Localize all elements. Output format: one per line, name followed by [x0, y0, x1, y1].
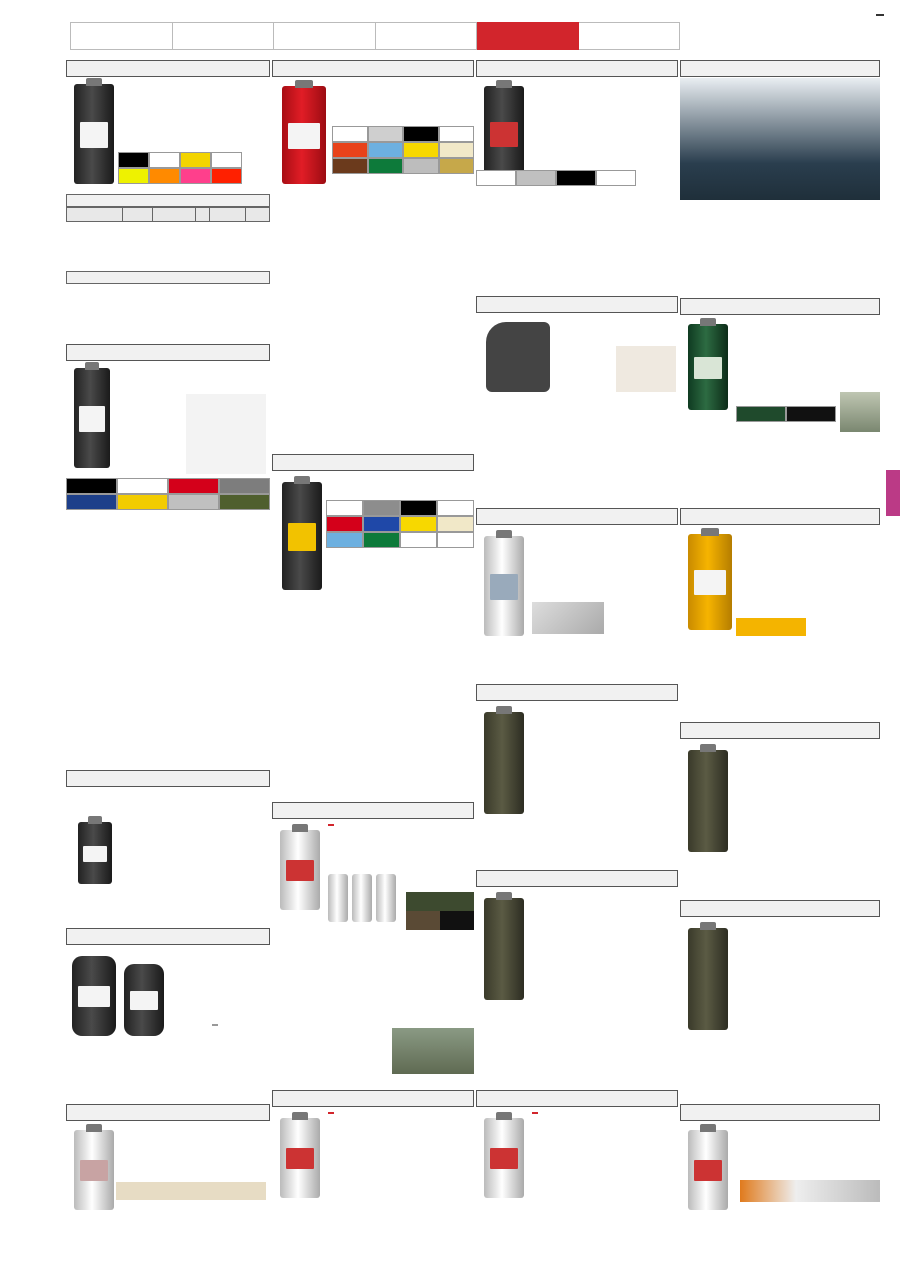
- color-swatch: [363, 500, 400, 516]
- color-swatch: [516, 170, 556, 186]
- spray-can-image: [74, 1130, 114, 1210]
- section-title: [680, 722, 880, 739]
- section-cabinet-repair: [66, 1104, 270, 1246]
- section-paint-remover: [66, 928, 270, 1086]
- color-swatch: [332, 142, 368, 158]
- color-swatch: [211, 168, 242, 184]
- product-photo: [186, 394, 266, 474]
- color-swatch: [180, 152, 211, 168]
- color-swatch: [168, 478, 219, 494]
- section-guardrail: [680, 1104, 880, 1246]
- spray-can-image: [328, 874, 348, 922]
- gun-detail-photo: [616, 346, 676, 392]
- chapter-marker: [886, 470, 900, 516]
- section-title: [66, 770, 270, 787]
- color-swatch: [326, 516, 363, 532]
- section-od-enamel-2: [476, 870, 678, 1050]
- color-swatch: [437, 500, 474, 516]
- color-swatch: [368, 158, 404, 174]
- guardrail-photo: [740, 1180, 880, 1202]
- color-swatch: [400, 532, 437, 548]
- spray-can-image: [484, 536, 524, 636]
- color-swatches: [332, 126, 474, 174]
- color-swatch: [403, 142, 439, 158]
- group-heading: [66, 194, 270, 207]
- section-multi-purpose: [272, 60, 474, 456]
- section-title: [476, 508, 678, 525]
- spray-can-image: [484, 1118, 524, 1198]
- color-swatch: [437, 516, 474, 532]
- bird-photo: [840, 392, 880, 432]
- color-swatch: [363, 532, 400, 548]
- color-swatch: [332, 158, 368, 174]
- spray-can-image: [688, 1130, 728, 1210]
- section-title: [66, 344, 270, 361]
- color-swatch: [363, 516, 400, 532]
- color-swatch: [439, 126, 475, 142]
- color-swatches: [476, 170, 636, 186]
- section-title: [272, 802, 474, 819]
- column-header: [67, 208, 123, 222]
- color-swatch: [116, 1182, 266, 1200]
- color-swatch: [326, 500, 363, 516]
- color-swatch: [211, 152, 242, 168]
- section-paint-rubber: [66, 60, 270, 332]
- spray-can-image: [282, 86, 326, 184]
- section-spray-gun: [476, 296, 678, 508]
- section-aluminum-sash: [476, 508, 678, 678]
- section-title: [680, 60, 880, 77]
- section-camouflage: [272, 802, 474, 1084]
- column-header: [210, 208, 246, 222]
- column-header: [196, 208, 210, 222]
- section-title: [476, 1090, 678, 1107]
- product-table: [66, 207, 270, 222]
- color-swatch: [219, 494, 270, 510]
- spray-can-image: [688, 324, 728, 410]
- spray-can-image: [280, 1118, 320, 1198]
- nozzle-photo: [680, 78, 880, 200]
- color-swatch: [736, 618, 806, 636]
- section-enamel-spray: [272, 454, 474, 798]
- section-title: [476, 870, 678, 887]
- color-swatch: [326, 532, 363, 548]
- section-od-3bu-2: [680, 900, 880, 1076]
- section-title: [476, 60, 678, 77]
- spray-can-image: [74, 368, 110, 468]
- color-swatch: [400, 516, 437, 532]
- page-header: [684, 14, 884, 50]
- quick-dry-badge: [532, 1112, 538, 1114]
- color-swatch: [168, 494, 219, 510]
- bottle-image: [72, 956, 116, 1036]
- section-title: [272, 1090, 474, 1107]
- spray-can-image: [688, 750, 728, 852]
- color-swatch: [439, 142, 475, 158]
- spray-can-image: [78, 822, 112, 884]
- color-swatch: [556, 170, 596, 186]
- tab-repair[interactable]: [376, 22, 478, 50]
- color-swatch: [368, 142, 404, 158]
- color-swatch: [117, 478, 168, 494]
- page-number: [876, 14, 884, 16]
- color-swatch: [476, 170, 516, 186]
- tab-grease[interactable]: [579, 22, 681, 50]
- tab-adhesive-tape[interactable]: [70, 22, 173, 50]
- tank-photo: [392, 1028, 474, 1074]
- color-swatches: [118, 152, 242, 184]
- section-title: [476, 296, 678, 313]
- section-repair-spray: [66, 344, 270, 764]
- color-swatch: [219, 478, 270, 494]
- camo-swatches: [406, 892, 474, 930]
- color-swatch: [149, 152, 180, 168]
- color-swatches: [736, 406, 836, 422]
- section-title: [272, 60, 474, 77]
- spray-can-image: [352, 874, 372, 922]
- color-swatch: [332, 126, 368, 142]
- color-swatch: [403, 126, 439, 142]
- color-swatch: [400, 500, 437, 516]
- color-swatches: [326, 500, 474, 548]
- quick-dry-badge: [328, 824, 334, 826]
- unit-price-badge: [212, 1024, 218, 1026]
- column-header: [246, 208, 270, 222]
- section-title: [66, 60, 270, 77]
- section-od-enamel-1: [476, 684, 678, 864]
- category-tabs: [70, 22, 680, 50]
- swatch-93: [440, 911, 474, 930]
- color-swatch: [786, 406, 836, 422]
- color-swatch: [403, 158, 439, 174]
- color-swatch: [66, 494, 117, 510]
- column-header: [122, 208, 152, 222]
- section-blackboard: [680, 298, 880, 506]
- table-header-row: [67, 208, 270, 222]
- tab-adhesive[interactable]: [274, 22, 376, 50]
- spray-can-image: [484, 86, 524, 182]
- chapter-title-2: [684, 31, 698, 45]
- color-swatch: [118, 168, 149, 184]
- section-title: [66, 928, 270, 945]
- section-2way-nozzle: [680, 60, 880, 296]
- bullet-list: [532, 82, 618, 88]
- section-title: [272, 454, 474, 471]
- spray-can-image: [484, 712, 524, 814]
- color-swatch: [180, 168, 211, 184]
- section-title: [680, 298, 880, 315]
- tab-sealant[interactable]: [173, 22, 275, 50]
- section-gray-enamel: [272, 1090, 474, 1246]
- color-swatch: [118, 152, 149, 168]
- section-construction-yellow: [680, 508, 880, 724]
- color-swatches: [66, 478, 270, 510]
- group-heading: [66, 271, 270, 284]
- section-light-green: [476, 1090, 678, 1246]
- color-swatch: [149, 168, 180, 184]
- spray-can-image: [376, 874, 396, 922]
- color-swatch: [532, 602, 604, 634]
- section-title: [476, 684, 678, 701]
- section-primer: [66, 770, 270, 920]
- quick-dry-badge: [328, 1112, 334, 1114]
- section-od-3bu-1: [680, 722, 880, 898]
- color-swatch: [117, 494, 168, 510]
- swatch-91: [406, 892, 474, 911]
- color-swatch: [368, 126, 404, 142]
- section-title: [680, 1104, 880, 1121]
- tab-paint-marker[interactable]: [477, 22, 579, 50]
- section-title: [680, 900, 880, 917]
- spray-gun-image: [486, 322, 550, 392]
- section-title: [680, 508, 880, 525]
- swatch-92: [406, 911, 440, 930]
- spray-can-image: [688, 534, 732, 630]
- column-header: [152, 208, 196, 222]
- color-swatch: [439, 158, 475, 174]
- spray-can-image: [688, 928, 728, 1030]
- spray-can-image: [484, 898, 524, 1000]
- spray-can-image: [282, 482, 322, 590]
- section-urethane: [476, 60, 678, 290]
- section-title: [66, 1104, 270, 1121]
- color-swatch: [736, 406, 786, 422]
- spray-can-image: [74, 84, 114, 184]
- color-swatch: [596, 170, 636, 186]
- bottle-image: [124, 964, 164, 1036]
- spray-can-image: [280, 830, 320, 910]
- color-swatch: [437, 532, 474, 548]
- color-swatch: [66, 478, 117, 494]
